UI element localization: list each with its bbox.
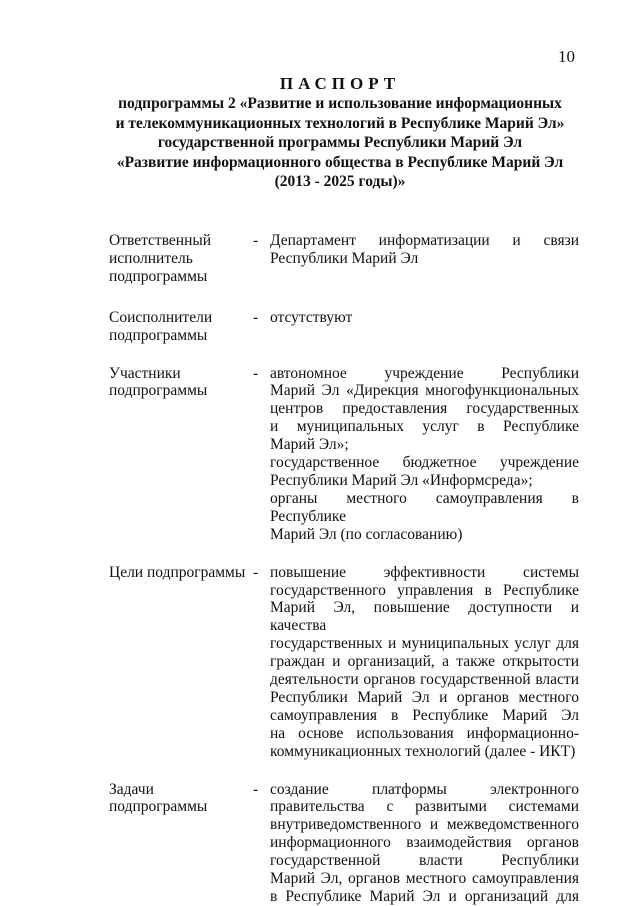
- content-line: Департамент информатизации и связи: [270, 232, 579, 249]
- row-dash: -: [253, 563, 259, 581]
- content-line: создание платформы электронного: [270, 780, 579, 798]
- row-dash: -: [253, 308, 259, 326]
- content-line: деятельности органов государственной власти: [270, 671, 579, 689]
- row-dash: -: [253, 364, 259, 382]
- content-line: Марий Эл»;: [270, 436, 349, 454]
- passport-row-goals: [109, 564, 579, 761]
- content-line: государственных и муниципальных услуг для: [270, 635, 579, 653]
- content-line: центров предоставления государственных: [270, 400, 579, 418]
- content-line: Республики Марий Эл и органов местного: [270, 688, 579, 706]
- passport-table: [109, 232, 579, 906]
- content-line: Республики Марий Эл: [270, 249, 419, 267]
- row-label-line: Участники: [109, 364, 181, 382]
- content-line: на основе использования информационно-: [270, 724, 579, 742]
- row-label: [109, 564, 253, 761]
- passport-row-tasks: [109, 781, 579, 906]
- content-line: органы местного самоуправления в Республике: [270, 489, 579, 525]
- passport-row-coexecutors: [109, 309, 579, 345]
- title-line: «Развитие информационного общества в Республике Марий Эл: [116, 153, 564, 171]
- row-label-line: подпрограммы: [109, 267, 208, 285]
- row-label-line: Цели подпрограммы: [109, 563, 246, 581]
- row-content: [270, 232, 579, 286]
- document-title: [95, 73, 585, 192]
- title-line: и телекоммуникационных технологий в Республике Марий Эл»: [115, 114, 565, 132]
- title-heading: ПАСПОРТ: [279, 74, 401, 93]
- content-line: Марий Эл «Дирекция многофункциональных: [270, 382, 579, 400]
- content-line: коммуникационных технологий (далее - ИКТ): [270, 742, 576, 760]
- row-content: [270, 781, 579, 906]
- row-label-line: подпрограммы: [109, 798, 208, 816]
- row-content: [270, 564, 579, 761]
- content-line: правительства с развитыми системами: [270, 798, 579, 816]
- row-label-line: подпрограммы: [109, 326, 208, 344]
- content-line: и муниципальных услуг в Республике: [270, 418, 579, 436]
- title-line: подпрограммы 2 «Развитие и использование информационных: [118, 95, 562, 112]
- content-line: в Республике Марий Эл и организаций для: [270, 888, 579, 905]
- row-content: [270, 365, 579, 544]
- row-label-line: Ответственный: [109, 232, 212, 249]
- page-number: 10: [558, 47, 575, 66]
- row-label-line: Задачи: [109, 780, 154, 798]
- content-line: Марий Эл, органов местного самоуправления: [270, 870, 579, 888]
- row-content: [270, 309, 579, 345]
- passport-row-responsible: [109, 232, 579, 286]
- content-line: граждан и организаций, а также открытости: [270, 653, 579, 671]
- row-label-line: Соисполнители: [109, 308, 213, 326]
- content-line: государственное бюджетное учреждение: [270, 454, 579, 472]
- row-label-line: подпрограммы: [109, 382, 208, 400]
- title-line: государственной программы Республики Марий Эл: [157, 134, 523, 151]
- row-label: [109, 365, 253, 544]
- content-line: повышение эффективности системы: [270, 563, 579, 581]
- row-dash: -: [253, 780, 259, 798]
- row-label: [109, 781, 253, 906]
- content-line: отсутствуют: [270, 308, 353, 326]
- content-line: Республики Марий Эл «Информсреда»;: [270, 471, 533, 489]
- row-label: [109, 309, 253, 345]
- content-line: автономное учреждение Республики: [270, 364, 579, 382]
- content-line: государственного управления в Республике: [270, 581, 579, 599]
- content-line: внутриведомственного и межведомственного: [270, 816, 579, 834]
- content-line: самоуправления в Республике Марий Эл: [270, 706, 579, 724]
- passport-row-participants: [109, 365, 579, 544]
- row-dash: -: [253, 232, 259, 249]
- row-label-line: исполнитель: [109, 249, 193, 267]
- content-line: Марий Эл (по согласованию): [270, 525, 463, 543]
- title-line: (2013 - 2025 годы)»: [274, 173, 406, 190]
- content-line: государственной власти Республики: [270, 852, 579, 870]
- content-line: Марий Эл, повышение доступности и качества: [270, 599, 579, 635]
- content-line: информационного взаимодействия органов: [270, 834, 579, 852]
- row-label: [109, 232, 253, 286]
